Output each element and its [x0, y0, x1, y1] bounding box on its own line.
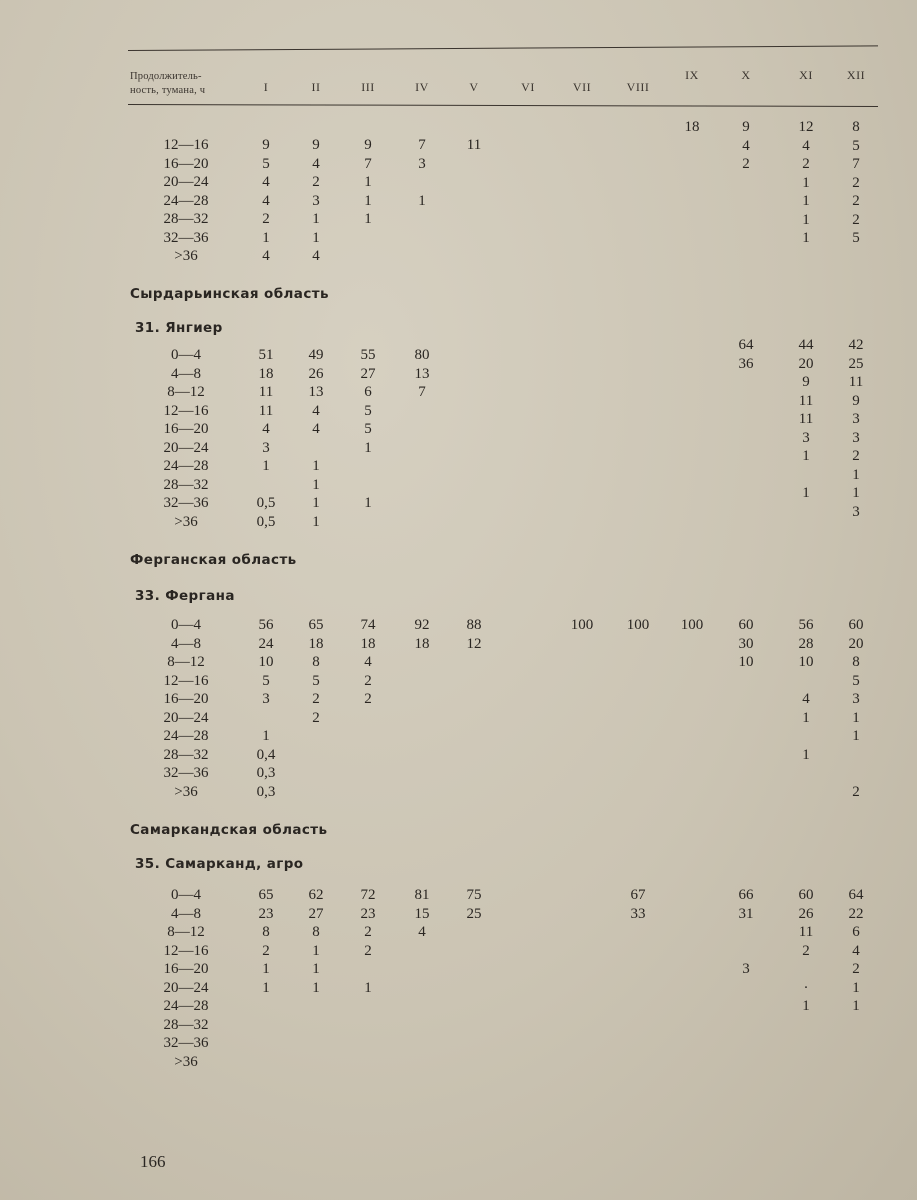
- table-cell: 25: [848, 355, 864, 372]
- table-cell: 11: [798, 392, 814, 409]
- table-cell: 72: [360, 887, 376, 903]
- table-cell: 12: [798, 119, 814, 135]
- table-cell: 4: [742, 137, 750, 154]
- table-cell: 65: [308, 617, 324, 633]
- duration-range-label: 20—24: [163, 439, 209, 456]
- table-cell: ·: [803, 979, 809, 996]
- table-cell: 3: [802, 429, 810, 446]
- table-cell: 4: [418, 924, 426, 940]
- table-cell: 1: [262, 229, 270, 246]
- table-cell: 5: [852, 230, 860, 246]
- table-cell: 67: [630, 887, 646, 903]
- table-cell: 100: [626, 617, 650, 633]
- page-number: 166: [140, 1152, 166, 1171]
- table-cell: 2: [262, 942, 270, 959]
- table-cell: 2: [852, 961, 860, 977]
- table-cell: 1: [802, 211, 810, 228]
- table-cell: 8: [852, 654, 860, 670]
- duration-range-label: 4—8: [171, 365, 201, 382]
- table-cell: 30: [738, 635, 754, 652]
- month-header-vi: VI: [521, 80, 535, 94]
- region-heading: Самаркандская область: [130, 822, 328, 838]
- table-cell: 100: [570, 617, 594, 633]
- month-header-ix: IX: [685, 68, 699, 82]
- duration-range-label: 32—36: [163, 495, 209, 511]
- table-cell: 55: [360, 347, 376, 363]
- table-cell: 1: [852, 979, 860, 996]
- table-cell: 3: [852, 503, 860, 520]
- table-cell: 3: [852, 429, 860, 446]
- table-cell: 1: [312, 495, 320, 511]
- month-header-xii: XII: [846, 68, 866, 82]
- table-cell: 5: [852, 137, 860, 154]
- table-cell: 4: [312, 402, 320, 419]
- table-cell: 0,4: [256, 746, 276, 763]
- table-cell: 56: [258, 617, 274, 633]
- table-cell: 4: [802, 137, 810, 154]
- table-cell: 9: [742, 119, 750, 135]
- station-heading: 33. Фергана: [135, 588, 235, 604]
- table-cell: 3: [262, 439, 270, 456]
- table-cell: 9: [364, 137, 372, 153]
- table-cell: 1: [802, 709, 810, 726]
- duration-range-label: 8—12: [167, 384, 205, 400]
- table-cell: 5: [364, 402, 372, 419]
- duration-range-label: >36: [174, 783, 198, 800]
- table-cell: 27: [308, 905, 324, 922]
- table-cell: 1: [852, 466, 860, 483]
- table-cell: 81: [414, 887, 430, 903]
- table-cell: 8: [312, 654, 320, 670]
- table-cell: 56: [798, 617, 814, 633]
- duration-range-label: 20—24: [163, 174, 209, 190]
- duration-range-label: 12—16: [163, 402, 209, 419]
- table-cell: 7: [852, 156, 860, 172]
- duration-range-label: 20—24: [163, 709, 209, 726]
- duration-range-label: 16—20: [163, 421, 209, 437]
- table-cell: 3: [262, 691, 270, 707]
- table-cell: 75: [466, 887, 482, 903]
- table-cell: 3: [852, 411, 860, 427]
- duration-range-label: 32—36: [163, 1035, 209, 1051]
- table-cell: 0,5: [256, 495, 276, 511]
- duration-range-label: 0—4: [171, 887, 201, 903]
- table-cell: 6: [364, 384, 372, 400]
- table-cell: 20: [848, 635, 864, 652]
- duration-range-label: >36: [174, 248, 198, 264]
- table-cell: 1: [312, 961, 320, 977]
- table-cell: 1: [312, 229, 320, 246]
- table-cell: 1: [364, 979, 372, 996]
- table-cell: 0,3: [256, 765, 276, 781]
- table-cell: 7: [418, 137, 426, 153]
- table-cell: 1: [852, 485, 860, 501]
- duration-range-label: 20—24: [163, 979, 209, 996]
- duration-range-label: 4—8: [171, 905, 201, 922]
- table-cell: 1: [418, 192, 426, 209]
- table-cell: 28: [798, 635, 814, 652]
- table-cell: 25: [466, 905, 482, 922]
- table-cell: 4: [262, 421, 270, 437]
- table-cell: 60: [848, 617, 864, 633]
- duration-range-label: 24—28: [163, 458, 209, 474]
- duration-column-header: [130, 70, 205, 98]
- month-header-xi: XI: [799, 68, 813, 82]
- duration-range-label: 32—36: [163, 229, 209, 246]
- duration-range-label: 24—28: [163, 998, 209, 1014]
- month-header-x: X: [741, 68, 751, 82]
- duration-range-label: 28—32: [163, 1016, 209, 1033]
- table-cell: 4: [364, 654, 372, 670]
- table-cell: 4: [312, 155, 320, 172]
- header-bottom-rule: [128, 104, 878, 107]
- table-cell: 100: [680, 617, 704, 633]
- table-cell: 3: [852, 691, 860, 707]
- station-heading: 35. Самарканд, агро: [135, 856, 304, 872]
- table-cell: 44: [798, 337, 814, 353]
- duration-range-label: >36: [174, 1053, 198, 1070]
- duration-range-label: 0—4: [171, 347, 201, 363]
- duration-range-label: 8—12: [167, 654, 205, 670]
- table-cell: 23: [360, 905, 376, 922]
- table-cell: 2: [364, 924, 372, 940]
- table-cell: 36: [738, 355, 754, 372]
- table-cell: 0,5: [256, 513, 276, 530]
- table-cell: 1: [312, 476, 320, 493]
- month-header-vii: VII: [572, 80, 592, 94]
- duration-range-label: 28—32: [163, 476, 209, 493]
- table-cell: 13: [308, 384, 324, 400]
- duration-range-label: 24—28: [163, 192, 209, 209]
- table-cell: 5: [262, 672, 270, 689]
- table-cell: 13: [414, 365, 430, 382]
- table-cell: 3: [418, 155, 426, 172]
- month-header-viii: VIII: [626, 80, 650, 94]
- duration-range-label: 32—36: [163, 765, 209, 781]
- table-cell: 2: [852, 193, 860, 209]
- table-cell: 2: [364, 691, 372, 707]
- table-cell: 4: [802, 691, 810, 707]
- table-cell: 1: [802, 174, 810, 191]
- table-cell: 8: [262, 924, 270, 940]
- table-cell: 1: [364, 495, 372, 511]
- top-rule: [128, 45, 878, 51]
- table-cell: 2: [262, 211, 270, 227]
- duration-range-label: 24—28: [163, 728, 209, 744]
- duration-range-label: 28—32: [163, 746, 209, 763]
- duration-range-label: >36: [174, 513, 198, 530]
- table-cell: 1: [312, 513, 320, 530]
- table-cell: 1: [802, 230, 810, 246]
- table-cell: 1: [364, 211, 372, 227]
- table-cell: 7: [364, 155, 372, 172]
- table-cell: 1: [312, 211, 320, 227]
- region-heading: Сырдарьинская область: [130, 286, 329, 302]
- table-cell: 18: [684, 119, 700, 135]
- table-cell: 5: [364, 421, 372, 437]
- table-cell: 11: [258, 402, 274, 419]
- table-cell: 42: [848, 337, 864, 353]
- table-cell: 9: [802, 374, 810, 390]
- table-cell: 2: [364, 942, 372, 959]
- duration-range-label: 16—20: [163, 155, 209, 172]
- region-heading: Ферганская область: [130, 552, 297, 568]
- table-cell: 4: [852, 942, 860, 959]
- table-cell: 33: [630, 905, 646, 922]
- table-cell: 2: [742, 156, 750, 172]
- table-cell: 1: [364, 439, 372, 456]
- table-cell: 2: [852, 174, 860, 191]
- table-cell: 65: [258, 887, 274, 903]
- table-cell: 1: [312, 979, 320, 996]
- table-cell: 18: [360, 635, 376, 652]
- table-cell: 15: [414, 905, 430, 922]
- table-cell: 88: [466, 617, 482, 633]
- table-cell: 49: [308, 347, 324, 363]
- table-cell: 1: [852, 728, 860, 744]
- table-cell: 64: [848, 887, 864, 903]
- table-cell: 11: [798, 411, 814, 427]
- table-cell: 1: [262, 458, 270, 474]
- table-cell: 8: [312, 924, 320, 940]
- table-cell: 1: [852, 998, 860, 1014]
- table-cell: 2: [364, 672, 372, 689]
- duration-range-label: 4—8: [171, 635, 201, 652]
- table-cell: 7: [418, 384, 426, 400]
- table-cell: 4: [312, 248, 320, 264]
- duration-header-line1: Продолжитель-: [130, 71, 202, 82]
- table-cell: 66: [738, 887, 754, 903]
- table-cell: 1: [364, 174, 372, 190]
- table-cell: 10: [738, 654, 754, 670]
- table-cell: 51: [258, 347, 274, 363]
- table-cell: 74: [360, 617, 376, 633]
- month-header-i: I: [263, 80, 269, 94]
- table-cell: 27: [360, 365, 376, 382]
- table-cell: 22: [848, 905, 864, 922]
- table-cell: 1: [802, 746, 810, 763]
- table-cell: 10: [258, 654, 274, 670]
- table-cell: 3: [742, 961, 750, 977]
- duration-range-label: 16—20: [163, 691, 209, 707]
- table-cell: 11: [258, 384, 274, 400]
- table-cell: 1: [262, 979, 270, 996]
- table-cell: 4: [262, 248, 270, 264]
- table-cell: 2: [852, 448, 860, 464]
- table-cell: 1: [802, 448, 810, 464]
- table-cell: 1: [364, 192, 372, 209]
- table-cell: 10: [798, 654, 814, 670]
- duration-range-label: 8—12: [167, 924, 205, 940]
- duration-range-label: 0—4: [171, 617, 201, 633]
- table-cell: 18: [308, 635, 324, 652]
- month-header-v: V: [469, 80, 479, 94]
- table-cell: 5: [262, 155, 270, 172]
- duration-range-label: 16—20: [163, 961, 209, 977]
- table-cell: 31: [738, 905, 754, 922]
- table-cell: 1: [262, 961, 270, 977]
- table-cell: 9: [312, 137, 320, 153]
- table-cell: 9: [852, 392, 860, 409]
- table-cell: 18: [258, 365, 274, 382]
- table-cell: 5: [312, 672, 320, 689]
- table-cell: 2: [312, 174, 320, 190]
- table-cell: 2: [852, 211, 860, 228]
- table-cell: 11: [798, 924, 814, 940]
- table-cell: 1: [312, 458, 320, 474]
- table-cell: 60: [798, 887, 814, 903]
- table-cell: 5: [852, 672, 860, 689]
- table-cell: 4: [262, 192, 270, 209]
- table-cell: 11: [466, 137, 482, 153]
- table-cell: 6: [852, 924, 860, 940]
- table-cell: 4: [312, 421, 320, 437]
- table-cell: 1: [312, 942, 320, 959]
- duration-range-label: 12—16: [163, 672, 209, 689]
- table-cell: 26: [308, 365, 324, 382]
- table-cell: 2: [802, 156, 810, 172]
- table-cell: 11: [848, 374, 864, 390]
- table-cell: 4: [262, 174, 270, 190]
- table-cell: 1: [852, 709, 860, 726]
- table-cell: 9: [262, 137, 270, 153]
- station-heading: 31. Янгиер: [135, 320, 223, 336]
- duration-range-label: 12—16: [163, 137, 209, 153]
- table-cell: 64: [738, 337, 754, 353]
- table-cell: 18: [414, 635, 430, 652]
- table-cell: 20: [798, 355, 814, 372]
- table-cell: 80: [414, 347, 430, 363]
- table-cell: 23: [258, 905, 274, 922]
- table-cell: 0,3: [256, 783, 276, 800]
- table-cell: 60: [738, 617, 754, 633]
- table-cell: 26: [798, 905, 814, 922]
- duration-range-label: 12—16: [163, 942, 209, 959]
- month-header-ii: II: [311, 80, 321, 94]
- table-cell: 24: [258, 635, 274, 652]
- month-header-iv: IV: [415, 80, 429, 94]
- table-cell: 1: [262, 728, 270, 744]
- month-header-iii: III: [361, 80, 375, 94]
- table-cell: 2: [802, 942, 810, 959]
- table-cell: 2: [852, 783, 860, 800]
- table-cell: 12: [466, 635, 482, 652]
- table-cell: 1: [802, 998, 810, 1014]
- table-cell: 1: [802, 193, 810, 209]
- table-cell: 2: [312, 691, 320, 707]
- duration-header-line2: ность, тумана, ч: [130, 85, 206, 96]
- table-cell: 1: [802, 485, 810, 501]
- table-cell: 92: [414, 617, 430, 633]
- duration-range-label: 28—32: [163, 211, 209, 227]
- table-cell: 62: [308, 887, 324, 903]
- table-cell: 2: [312, 709, 320, 726]
- table-cell: 8: [852, 119, 860, 135]
- table-cell: 3: [312, 192, 320, 209]
